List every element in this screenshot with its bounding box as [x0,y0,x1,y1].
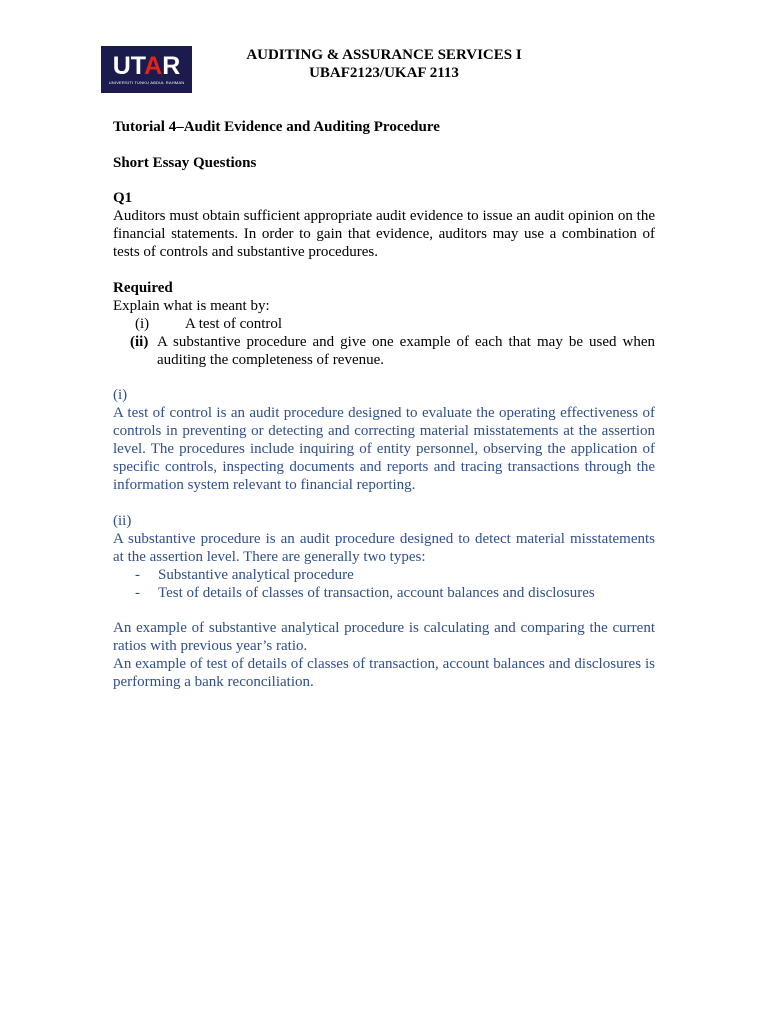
answer-i-text: A test of control is an audit procedure designed to evaluate the operating effectiveness of controls in preventing or detecting and correcting material misstatements at the assertion level. The procedures include inquiring of entity personnel, observing the application of specific controls, inspecting documents and reports and tracing transactions through the information system relevant to financial reporting. [113,405,655,493]
answer-i-label: (i) [113,387,128,403]
part-ii-label: (ii) [130,333,149,350]
logo-wordmark: UTAR [112,52,181,80]
answer-ii-text: A substantive procedure is an audit procedure designed to detect material misstatements at the assertion level. There are generally two types: [113,530,655,565]
section-title: Short Essay Questions [113,154,257,171]
dash-bullet: - [135,566,140,583]
type-item: - Substantive analytical procedure [135,566,354,583]
part-i-label: (i) [135,315,150,332]
required-label: Required [113,279,173,296]
course-title: AUDITING & ASSURANCE SERVICES I [246,47,522,63]
logo-subtitle: UNIVERSITI TUNKU ABDUL RAHMAN [108,80,185,85]
question-label: Q1 [113,190,133,206]
document-body [113,118,655,691]
dash-bullet: - [135,584,140,601]
document-header [200,47,568,82]
question-text: Auditors must obtain sufficient appropriate audit evidence to issue an audit opinion on the financial statements. In order to gain that evidence, auditors may use a combination of tests of controls and substantive procedures. [113,208,655,260]
question-part-ii [113,333,655,369]
tutorial-title: Tutorial 4–Audit Evidence and Auditing Procedure [113,119,440,135]
course-code: UBAF2123/UKAF 2113 [309,64,459,81]
example-analytical: An example of substantive analytical procedure is calculating and comparing the current ratios with previous year’s ratio. [113,620,655,654]
type-item: - Test of details of classes of transaction, account balances and disclosures [135,584,595,601]
part-i-text: A test of control [185,315,283,332]
utar-logo [101,46,192,93]
instruction-text: Explain what is meant by: [113,297,270,314]
part-ii-text: A substantive procedure and give one example of each that may be used when auditing the completeness of revenue. [157,333,655,368]
question-part-i [113,315,655,333]
answer-ii-label: (ii) [113,512,132,529]
example-test-of-details: An example of test of details of classes of transaction, account balances and disclosures is performing a bank reconciliation. [113,656,655,690]
